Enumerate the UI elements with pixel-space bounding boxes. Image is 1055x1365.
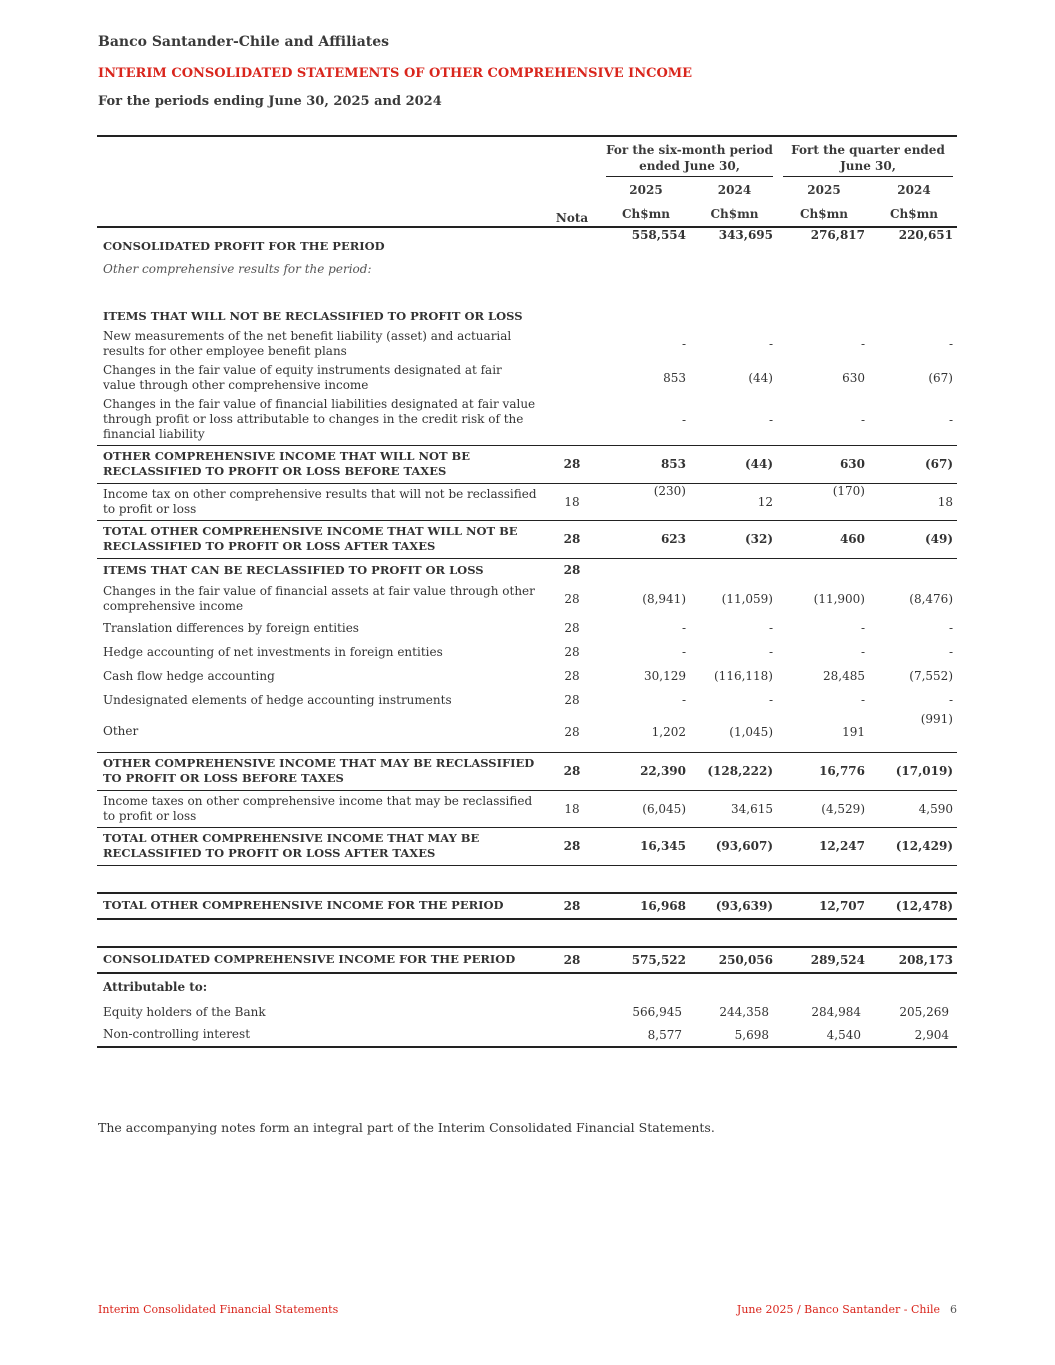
row-nota: 28 [564, 693, 580, 707]
row-label: Equity holders of the Bank [103, 1004, 266, 1019]
row-value: (116,118) [714, 669, 773, 683]
row-value: - [681, 621, 686, 635]
row-value: - [948, 412, 953, 427]
row-value: (11,059) [721, 592, 773, 606]
table-row [97, 752, 957, 790]
row-value: 18 [869, 483, 957, 520]
row-value: 276,817 [810, 228, 865, 242]
column-group-six-month: For the six-month period ended June 30, [606, 142, 773, 177]
row-value: 4,590 [869, 790, 957, 827]
row-nota: 28 [564, 592, 580, 606]
footer-right [737, 1303, 957, 1316]
row-value: 2,904 [869, 1024, 957, 1047]
row-value: (1,045) [729, 724, 773, 739]
table-row [97, 712, 957, 752]
row-value: - [768, 693, 773, 707]
row-value: (11,900) [813, 592, 865, 606]
row-value: (8,941) [642, 592, 686, 606]
table-row [97, 483, 957, 520]
row-value: (44) [748, 371, 773, 385]
row-value: - [948, 693, 953, 707]
row-nota: 28 [542, 520, 600, 558]
row-value: (93,607) [690, 827, 777, 865]
table-row [97, 790, 957, 827]
row-value: - [681, 645, 686, 659]
row-value: 12,707 [777, 893, 869, 919]
table-row [97, 640, 957, 664]
row-nota: 28 [542, 893, 600, 919]
table-row [97, 688, 957, 712]
header-spacer [97, 136, 542, 178]
row-value: (17,019) [869, 752, 957, 790]
row-label: Hedge accounting of net investments in foreign entities [103, 644, 443, 659]
row-value: 16,345 [600, 827, 690, 865]
row-value: - [860, 337, 865, 351]
table-row [97, 227, 957, 257]
row-value: 8,577 [600, 1024, 690, 1047]
statement-subtitle: For the periods ending June 30, 2025 and 2024 [98, 94, 442, 109]
row-nota: 28 [563, 563, 581, 578]
row-value: 34,615 [690, 790, 777, 827]
row-value: (49) [869, 520, 957, 558]
row-value: - [768, 337, 773, 351]
row-value: (6,045) [600, 790, 690, 827]
row-nota [542, 361, 600, 395]
row-label: Changes in the fair value of financial assets at fair value through other comprehensive income [103, 584, 535, 613]
row-label: Other comprehensive results for the period: [103, 261, 372, 276]
row-value: 244,358 [719, 1005, 769, 1019]
unit-header: Ch$mn [869, 202, 957, 227]
unit-header: Ch$mn [600, 202, 690, 227]
row-value: - [681, 337, 686, 351]
row-label: Attributable to: [103, 979, 208, 994]
page-number: 6 [950, 1303, 957, 1316]
row-value: 16,776 [777, 752, 869, 790]
table-row [97, 361, 957, 395]
row-value: - [860, 621, 865, 635]
row-value: (7,552) [909, 669, 953, 683]
table-row [97, 558, 957, 582]
row-value: 284,984 [811, 1005, 861, 1019]
row-value: 4,540 [777, 1024, 869, 1047]
year-header: 2025 [629, 183, 663, 197]
row-value: 220,651 [898, 228, 953, 242]
row-value: (4,529) [777, 790, 869, 827]
row-label: Non-controlling interest [97, 1024, 542, 1047]
table-row [97, 947, 957, 973]
table-row [97, 616, 957, 640]
footnote: The accompanying notes form an integral part of the Interim Consolidated Financial Statements. [98, 1120, 715, 1135]
row-nota: 28 [564, 724, 580, 739]
spacer-row [97, 281, 957, 305]
table-row [97, 257, 957, 281]
footer-left: Interim Consolidated Financial Statements [98, 1303, 339, 1316]
row-value: 460 [777, 520, 869, 558]
row-label: ITEMS THAT WILL NOT BE RECLASSIFIED TO PROFIT OR LOSS [103, 308, 523, 323]
year-header: 2024 [897, 183, 931, 197]
table-row [97, 520, 957, 558]
row-value: - [768, 412, 773, 427]
row-label: Changes in the fair value of financial liabilities designated at fair value through profit or loss attributable to changes in the credit risk of the financial liability [103, 397, 536, 442]
row-value: (170) [777, 483, 869, 520]
row-value: 853 [600, 445, 690, 483]
row-value: 623 [600, 520, 690, 558]
table-row [97, 327, 957, 361]
row-nota: 18 [542, 790, 600, 827]
row-label: TOTAL OTHER COMPREHENSIVE INCOME THAT WILL NOT BE RECLASSIFIED TO PROFIT OR LOSS AFTER TAXES [97, 520, 542, 558]
row-value: - [681, 693, 686, 707]
row-value: 16,968 [600, 893, 690, 919]
row-label: New measurements of the net benefit liability (asset) and actuarial results for other employee benefit plans [103, 329, 512, 358]
row-value: 28,485 [823, 669, 865, 683]
row-label: Other [103, 724, 139, 739]
table-row [97, 582, 957, 616]
footer-right-text: June 2025 / Banco Santander - Chile [736, 1303, 940, 1316]
row-value: 558,554 [631, 228, 686, 242]
year-header: 2025 [807, 183, 841, 197]
row-value: (12,429) [869, 827, 957, 865]
row-nota: 28 [564, 669, 580, 683]
unit-header: Ch$mn [777, 202, 869, 227]
row-value: (991) [920, 712, 953, 726]
row-nota [542, 395, 600, 445]
row-value: (67) [869, 445, 957, 483]
row-label: CONSOLIDATED COMPREHENSIVE INCOME FOR THE PERIOD [97, 947, 542, 973]
row-label: OTHER COMPREHENSIVE INCOME THAT MAY BE RECLASSIFIED TO PROFIT OR LOSS BEFORE TAXES [97, 752, 542, 790]
nota-header: Nota [542, 202, 600, 227]
row-label: OTHER COMPREHENSIVE INCOME THAT WILL NOT BE RECLASSIFIED TO PROFIT OR LOSS BEFORE TAXES [97, 445, 542, 483]
year-header: 2024 [717, 183, 752, 197]
row-nota [542, 227, 600, 257]
row-label: TOTAL OTHER COMPREHENSIVE INCOME THAT MAY BE RECLASSIFIED TO PROFIT OR LOSS AFTER TAXES [97, 827, 542, 865]
row-nota [542, 1024, 600, 1047]
row-label: Translation differences by foreign entities [103, 620, 359, 635]
header-row-years [97, 178, 957, 202]
row-value: 853 [663, 371, 686, 385]
row-value: 22,390 [600, 752, 690, 790]
statement-title: INTERIM CONSOLIDATED STATEMENTS OF OTHER COMPREHENSIVE INCOME [98, 66, 693, 81]
row-value: 30,129 [644, 669, 686, 683]
row-value: (32) [690, 520, 777, 558]
table-row [97, 664, 957, 688]
row-value: - [768, 621, 773, 635]
table-row [97, 445, 957, 483]
unit-header: Ch$mn [690, 202, 777, 227]
row-value: (93,639) [690, 893, 777, 919]
table-row [97, 395, 957, 445]
company-name: Banco Santander-Chile and Affiliates [98, 34, 390, 50]
row-nota: 28 [542, 827, 600, 865]
row-value: (230) [600, 483, 690, 520]
table-row [97, 1024, 957, 1047]
row-label: Undesignated elements of hedge accounting instruments [103, 692, 452, 707]
row-value: (67) [928, 371, 953, 385]
row-nota: 28 [542, 947, 600, 973]
header-row-units [97, 202, 957, 227]
row-nota [542, 1001, 600, 1024]
row-value: - [860, 693, 865, 707]
row-value: (44) [690, 445, 777, 483]
row-nota: 28 [542, 752, 600, 790]
row-value: 5,698 [690, 1024, 777, 1047]
row-label: Cash flow hedge accounting [103, 668, 275, 683]
row-value: 12,247 [777, 827, 869, 865]
table-row [97, 893, 957, 919]
row-value: 566,945 [632, 1005, 682, 1019]
table-row [97, 1001, 957, 1024]
row-value: - [681, 412, 686, 427]
row-nota [542, 327, 600, 361]
row-value: 630 [777, 445, 869, 483]
row-nota: 28 [564, 621, 580, 635]
row-value: 630 [842, 371, 865, 385]
row-value: - [860, 645, 865, 659]
row-label: Changes in the fair value of equity instruments designated at fair value through other comprehensive income [103, 363, 502, 392]
spacer-row [97, 919, 957, 947]
row-value: - [948, 645, 953, 659]
row-nota: 28 [542, 445, 600, 483]
row-value: (128,222) [690, 752, 777, 790]
row-nota: 18 [542, 483, 600, 520]
table-row [97, 305, 957, 327]
row-value: 205,269 [899, 1005, 949, 1019]
row-value: 289,524 [777, 947, 869, 973]
row-value: 343,695 [718, 228, 773, 242]
row-value: 250,056 [690, 947, 777, 973]
row-label: ITEMS THAT CAN BE RECLASSIFIED TO PROFIT OR LOSS [103, 562, 484, 577]
row-value: - [860, 412, 865, 427]
column-group-quarter: Fort the quarter ended June 30, [783, 142, 953, 177]
row-label: CONSOLIDATED PROFIT FOR THE PERIOD [103, 238, 385, 253]
row-value: 1,202 [651, 724, 686, 739]
row-value: - [768, 645, 773, 659]
row-nota: 28 [564, 645, 580, 659]
header-row-groups [97, 136, 957, 178]
spacer-row [97, 865, 957, 893]
row-value: 12 [690, 483, 777, 520]
row-value: 191 [842, 724, 865, 739]
row-value: 575,522 [600, 947, 690, 973]
row-value: 208,173 [869, 947, 957, 973]
row-value: (8,476) [909, 592, 953, 606]
row-label: TOTAL OTHER COMPREHENSIVE INCOME FOR THE PERIOD [97, 893, 542, 919]
row-label: Income tax on other comprehensive results that will not be reclassified to profit or loss [97, 483, 542, 520]
row-value: (12,478) [869, 893, 957, 919]
row-value: - [948, 337, 953, 351]
table-row [97, 827, 957, 865]
row-value: - [948, 621, 953, 635]
header-spacer [542, 136, 600, 178]
table-row [97, 973, 957, 1001]
row-label: Income taxes on other comprehensive income that may be reclassified to profit or loss [97, 790, 542, 827]
financial-statement-table [97, 135, 957, 1048]
